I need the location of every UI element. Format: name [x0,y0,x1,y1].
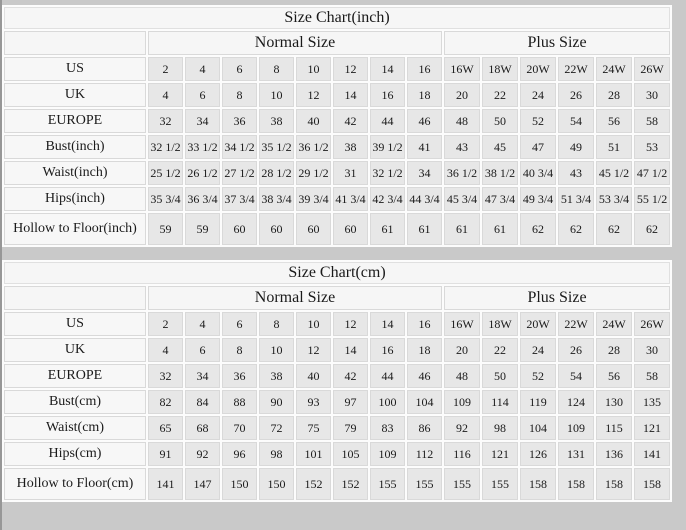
data-cell: 59 [148,213,183,245]
data-cell: 10 [296,312,331,336]
data-cell: 34 1/2 [222,135,257,159]
data-cell: 8 [259,57,294,81]
data-cell: 29 1/2 [296,161,331,185]
table-title-row [4,262,670,284]
data-cell: 62 [634,213,670,245]
data-cell: 112 [407,442,442,466]
data-cell: 60 [259,213,294,245]
data-cell: 38 1/2 [482,161,518,185]
corner-cell [4,286,146,310]
data-cell: 68 [185,416,220,440]
data-cell: 98 [482,416,518,440]
table-row [4,338,670,362]
data-cell: 62 [520,213,556,245]
data-cell: 32 1/2 [370,161,405,185]
data-cell: 88 [222,390,257,414]
data-cell: 155 [482,468,518,500]
row-label: US [4,312,146,336]
data-cell: 12 [333,57,368,81]
data-cell: 150 [259,468,294,500]
data-cell: 105 [333,442,368,466]
data-cell: 56 [596,109,632,133]
size-group-header-row [4,31,670,55]
data-cell: 119 [520,390,556,414]
data-cell: 150 [222,468,257,500]
corner-cell [4,31,146,55]
data-cell: 36 1/2 [444,161,480,185]
data-cell: 91 [148,442,183,466]
data-cell: 104 [407,390,442,414]
data-cell: 26 [558,338,594,362]
data-cell: 136 [596,442,632,466]
data-cell: 147 [185,468,220,500]
data-cell: 4 [148,83,183,107]
data-cell: 20 [444,83,480,107]
table-row [4,442,670,466]
table-row [4,187,670,211]
data-cell: 10 [259,338,294,362]
data-cell: 58 [634,109,670,133]
row-label: UK [4,338,146,362]
data-cell: 12 [296,338,331,362]
data-cell: 14 [370,57,405,81]
data-cell: 92 [185,442,220,466]
data-cell: 61 [444,213,480,245]
data-cell: 98 [259,442,294,466]
data-cell: 45 3/4 [444,187,480,211]
data-cell: 61 [370,213,405,245]
data-cell: 54 [558,364,594,388]
data-cell: 14 [333,83,368,107]
data-cell: 49 [558,135,594,159]
data-cell: 61 [407,213,442,245]
data-cell: 141 [148,468,183,500]
row-label: Bust(inch) [4,135,146,159]
data-cell: 43 [558,161,594,185]
data-cell: 130 [596,390,632,414]
data-cell: 47 3/4 [482,187,518,211]
data-cell: 41 [407,135,442,159]
data-cell: 70 [222,416,257,440]
data-cell: 58 [634,364,670,388]
data-cell: 100 [370,390,405,414]
data-cell: 20W [520,312,556,336]
data-cell: 36 [222,364,257,388]
data-cell: 30 [634,338,670,362]
data-cell: 48 [444,364,480,388]
data-cell: 54 [558,109,594,133]
data-cell: 53 [634,135,670,159]
data-cell: 24 [520,83,556,107]
data-cell: 158 [558,468,594,500]
data-cell: 26 [558,83,594,107]
row-label: Hollow to Floor(inch) [4,213,146,245]
row-label: EUROPE [4,364,146,388]
data-cell: 6 [222,312,257,336]
data-cell: 104 [520,416,556,440]
data-cell: 16 [407,312,442,336]
data-cell: 37 3/4 [222,187,257,211]
data-cell: 34 [407,161,442,185]
data-cell: 62 [596,213,632,245]
data-cell: 45 [482,135,518,159]
data-cell: 59 [185,213,220,245]
data-cell: 38 3/4 [259,187,294,211]
data-cell: 8 [222,338,257,362]
data-cell: 26W [634,57,670,81]
data-cell: 22 [482,338,518,362]
normal-size-header: Normal Size [148,31,442,55]
data-cell: 47 [520,135,556,159]
data-cell: 28 [596,83,632,107]
data-cell: 18 [407,338,442,362]
data-cell: 16W [444,312,480,336]
data-cell: 22W [558,312,594,336]
data-cell: 40 3/4 [520,161,556,185]
data-cell: 38 [259,364,294,388]
data-cell: 36 3/4 [185,187,220,211]
data-cell: 52 [520,364,556,388]
data-cell: 109 [444,390,480,414]
data-cell: 4 [185,57,220,81]
data-cell: 109 [370,442,405,466]
size-chart-cm-table [2,260,672,502]
data-cell: 28 [596,338,632,362]
data-cell: 22 [482,83,518,107]
row-label: UK [4,83,146,107]
data-cell: 20W [520,57,556,81]
row-label: EUROPE [4,109,146,133]
data-cell: 124 [558,390,594,414]
data-cell: 86 [407,416,442,440]
data-cell: 115 [596,416,632,440]
data-cell: 32 [148,364,183,388]
data-cell: 30 [634,83,670,107]
table-row [4,161,670,185]
data-cell: 90 [259,390,294,414]
data-cell: 114 [482,390,518,414]
data-cell: 12 [333,312,368,336]
data-cell: 121 [482,442,518,466]
data-cell: 141 [634,442,670,466]
data-cell: 131 [558,442,594,466]
data-cell: 34 [185,364,220,388]
data-cell: 4 [185,312,220,336]
data-cell: 40 [296,109,331,133]
table-row [4,57,670,81]
data-cell: 6 [185,83,220,107]
row-label: Waist(inch) [4,161,146,185]
data-cell: 82 [148,390,183,414]
plus-size-header: Plus Size [444,31,670,55]
data-cell: 12 [296,83,331,107]
data-cell: 72 [259,416,294,440]
table-row [4,390,670,414]
table-row [4,312,670,336]
data-cell: 152 [296,468,331,500]
data-cell: 8 [259,312,294,336]
data-cell: 152 [333,468,368,500]
data-cell: 24W [596,57,632,81]
table-row [4,109,670,133]
data-cell: 93 [296,390,331,414]
data-cell: 6 [185,338,220,362]
data-cell: 25 1/2 [148,161,183,185]
data-cell: 50 [482,109,518,133]
data-cell: 60 [222,213,257,245]
data-cell: 2 [148,312,183,336]
data-cell: 26 1/2 [185,161,220,185]
data-cell: 43 [444,135,480,159]
table-title: Size Chart(inch) [4,7,670,29]
data-cell: 97 [333,390,368,414]
data-cell: 18W [482,57,518,81]
data-cell: 79 [333,416,368,440]
data-cell: 24 [520,338,556,362]
data-cell: 10 [296,57,331,81]
data-cell: 16 [370,338,405,362]
data-cell: 14 [370,312,405,336]
table-body [4,57,670,245]
data-cell: 101 [296,442,331,466]
data-cell: 20 [444,338,480,362]
data-cell: 40 [296,364,331,388]
data-cell: 56 [596,364,632,388]
data-cell: 65 [148,416,183,440]
data-cell: 42 3/4 [370,187,405,211]
data-cell: 155 [407,468,442,500]
data-cell: 44 [370,364,405,388]
table-row [4,416,670,440]
row-label: Bust(cm) [4,390,146,414]
data-cell: 36 [222,109,257,133]
normal-size-header: Normal Size [148,286,442,310]
data-cell: 39 1/2 [370,135,405,159]
data-cell: 10 [259,83,294,107]
row-label: US [4,57,146,81]
table-title: Size Chart(cm) [4,262,670,284]
data-cell: 121 [634,416,670,440]
table-row [4,83,670,107]
table-row [4,468,670,500]
data-cell: 16 [370,83,405,107]
data-cell: 53 3/4 [596,187,632,211]
row-label: Hollow to Floor(cm) [4,468,146,500]
data-cell: 92 [444,416,480,440]
data-cell: 96 [222,442,257,466]
table-body [4,312,670,500]
size-chart-inch-table [2,5,672,247]
row-label: Hips(inch) [4,187,146,211]
data-cell: 158 [596,468,632,500]
data-cell: 48 [444,109,480,133]
data-cell: 47 1/2 [634,161,670,185]
data-cell: 31 [333,161,368,185]
data-cell: 39 3/4 [296,187,331,211]
data-cell: 158 [634,468,670,500]
data-cell: 35 3/4 [148,187,183,211]
data-cell: 18 [407,83,442,107]
data-cell: 135 [634,390,670,414]
data-cell: 42 [333,364,368,388]
data-cell: 2 [148,57,183,81]
table-row [4,364,670,388]
data-cell: 46 [407,109,442,133]
data-cell: 45 1/2 [596,161,632,185]
data-cell: 41 3/4 [333,187,368,211]
data-cell: 44 [370,109,405,133]
data-cell: 42 [333,109,368,133]
data-cell: 24W [596,312,632,336]
data-cell: 75 [296,416,331,440]
data-cell: 16W [444,57,480,81]
table-row [4,213,670,245]
row-label: Waist(cm) [4,416,146,440]
table-title-row [4,7,670,29]
data-cell: 16 [407,57,442,81]
size-group-header-row [4,286,670,310]
data-cell: 14 [333,338,368,362]
data-cell: 32 1/2 [148,135,183,159]
data-cell: 51 [596,135,632,159]
data-cell: 26W [634,312,670,336]
data-cell: 155 [370,468,405,500]
data-cell: 49 3/4 [520,187,556,211]
data-cell: 27 1/2 [222,161,257,185]
data-cell: 50 [482,364,518,388]
data-cell: 33 1/2 [185,135,220,159]
data-cell: 38 [333,135,368,159]
data-cell: 61 [482,213,518,245]
plus-size-header: Plus Size [444,286,670,310]
data-cell: 4 [148,338,183,362]
data-cell: 155 [444,468,480,500]
data-cell: 34 [185,109,220,133]
data-cell: 52 [520,109,556,133]
row-label: Hips(cm) [4,442,146,466]
data-cell: 28 1/2 [259,161,294,185]
data-cell: 6 [222,57,257,81]
data-cell: 22W [558,57,594,81]
data-cell: 158 [520,468,556,500]
data-cell: 35 1/2 [259,135,294,159]
data-cell: 46 [407,364,442,388]
data-cell: 83 [370,416,405,440]
data-cell: 116 [444,442,480,466]
data-cell: 44 3/4 [407,187,442,211]
data-cell: 126 [520,442,556,466]
data-cell: 62 [558,213,594,245]
table-row [4,135,670,159]
data-cell: 18W [482,312,518,336]
data-cell: 60 [333,213,368,245]
data-cell: 55 1/2 [634,187,670,211]
data-cell: 109 [558,416,594,440]
data-cell: 60 [296,213,331,245]
data-cell: 38 [259,109,294,133]
data-cell: 36 1/2 [296,135,331,159]
data-cell: 32 [148,109,183,133]
data-cell: 84 [185,390,220,414]
data-cell: 51 3/4 [558,187,594,211]
data-cell: 8 [222,83,257,107]
